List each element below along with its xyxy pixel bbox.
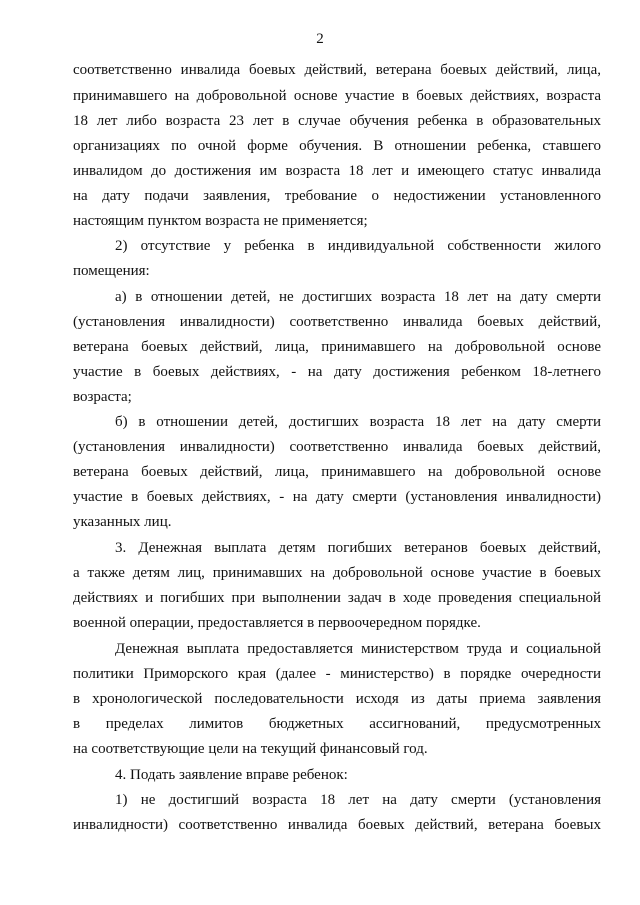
text-line: указанных лиц. bbox=[73, 514, 172, 530]
text-line: инвалидом до достижения им возраста 18 лет и имеющего статус инвалида bbox=[73, 163, 601, 179]
text-line: 3. Денежная выплата детям погибших ветеранов боевых действий, bbox=[115, 540, 601, 556]
text-line: (установления инвалидности) соответственно инвалида боевых действий, bbox=[73, 439, 601, 455]
text-line: соответственно инвалида боевых действий, ветерана боевых действий, лица, bbox=[73, 62, 601, 78]
text-line: возраста; bbox=[73, 389, 132, 405]
text-line: инвалидности) соответственно инвалида боевых действий, ветерана боевых bbox=[73, 817, 601, 833]
text-line: 2) отсутствие у ребенка в индивидуальной собственности жилого bbox=[115, 238, 601, 254]
page-number: 2 bbox=[316, 31, 324, 47]
text-line: организациях по очной форме обучения. В отношении ребенка, ставшего bbox=[73, 138, 601, 154]
text-line: а) в отношении детей, не достигших возраста 18 лет на дату смерти bbox=[115, 289, 601, 305]
text-line: б) в отношении детей, достигших возраста 18 лет на дату смерти bbox=[115, 414, 601, 430]
text-line: ветерана боевых действий, лица, принимавшего на добровольной основе bbox=[73, 464, 601, 480]
text-line: (установления инвалидности) соответственно инвалида боевых действий, bbox=[73, 314, 601, 330]
text-line: 1) не достигший возраста 18 лет на дату смерти (установления bbox=[115, 792, 601, 808]
text-line: в хронологической последовательности исходя из даты приема заявления bbox=[73, 691, 601, 707]
text-line: действиях и погибших при выполнении задач в ходе проведения специальной bbox=[73, 590, 601, 606]
text-line: принимавшего на добровольной основе участие в боевых действиях, возраста bbox=[73, 88, 601, 104]
text-line: а также детям лиц, принимавших на добровольной основе участие в боевых bbox=[73, 565, 601, 581]
text-line: на соответствующие цели на текущий финансовый год. bbox=[73, 741, 428, 757]
text-line: участие в боевых действиях, - на дату смерти (установления инвалидности) bbox=[73, 489, 601, 505]
text-line: 4. Подать заявление вправе ребенок: bbox=[115, 767, 348, 783]
text-line: политики Приморского края (далее - министерство) в порядке очередности bbox=[73, 666, 601, 682]
text-line: в пределах лимитов бюджетных ассигнований, предусмотренных bbox=[73, 716, 601, 732]
text-line: на дату подачи заявления, требование о недостижении установленного bbox=[73, 188, 601, 204]
text-line: помещения: bbox=[73, 263, 150, 279]
text-line: ветерана боевых действий, лица, принимавшего на добровольной основе bbox=[73, 339, 601, 355]
text-line: военной операции, предоставляется в первоочередном порядке. bbox=[73, 615, 481, 631]
text-line: Денежная выплата предоставляется министерством труда и социальной bbox=[115, 641, 601, 657]
text-line: настоящим пунктом возраста не применяется; bbox=[73, 213, 368, 229]
text-line: участие в боевых действиях, - на дату достижения ребенком 18-летнего bbox=[73, 364, 601, 380]
text-line: 18 лет либо возраста 23 лет в случае обучения ребенка в образовательных bbox=[73, 113, 601, 129]
